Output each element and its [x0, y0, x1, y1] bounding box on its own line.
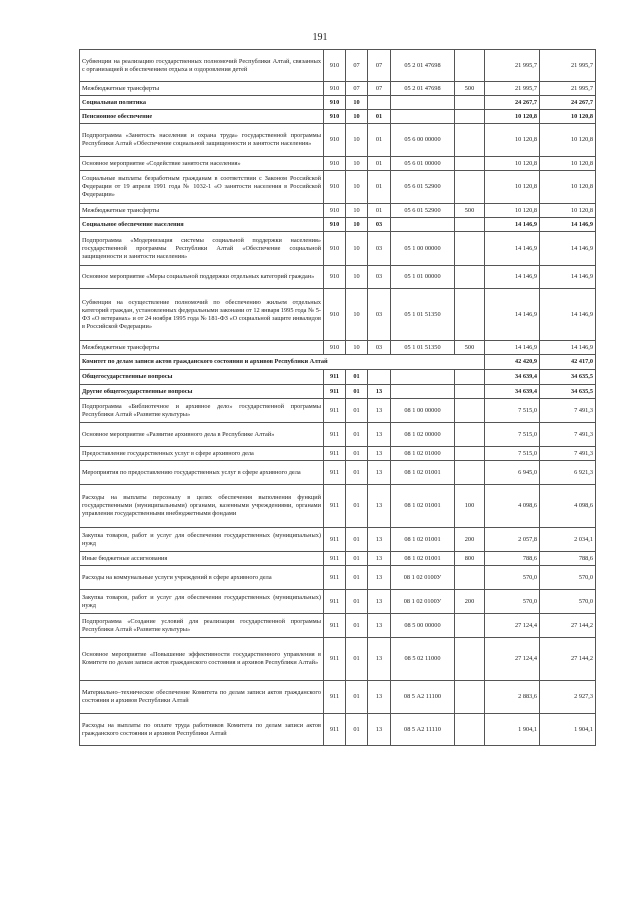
- section-code-cell: 10: [346, 124, 368, 157]
- row-name-cell: Общегосударственные вопросы: [80, 370, 324, 385]
- target-article-cell: 08 5 А2 11100: [391, 681, 455, 714]
- subsection-code-cell: [368, 370, 391, 385]
- amount-year2-cell: 34 635,5: [540, 385, 596, 399]
- amount-year2-cell: 27 144,2: [540, 614, 596, 638]
- target-article-cell: 05 6 01 52900: [391, 204, 455, 218]
- section-code-cell: 01: [346, 447, 368, 461]
- expense-type-cell: 800: [455, 552, 485, 566]
- subsection-code-cell: 13: [368, 485, 391, 528]
- table-row: [80, 266, 596, 289]
- ved-code-cell: 911: [324, 681, 346, 714]
- amount-year1-cell: 21 995,7: [485, 50, 540, 82]
- amount-year1-cell: 10 120,8: [485, 110, 540, 124]
- amount-year1-cell: 10 120,8: [485, 157, 540, 171]
- subsection-code-cell: 13: [368, 714, 391, 746]
- table-row: [80, 485, 596, 528]
- ved-code-cell: 910: [324, 82, 346, 96]
- amount-year1-cell: 14 146,9: [485, 341, 540, 355]
- amount-year1-cell: 2 883,6: [485, 681, 540, 714]
- ved-code-cell: 911: [324, 370, 346, 385]
- budget-table: [79, 49, 596, 746]
- row-name-cell: Предоставление государственных услуг в сфере архивного дела: [80, 447, 324, 461]
- ved-code-cell: 911: [324, 552, 346, 566]
- ved-code-cell: 910: [324, 204, 346, 218]
- amount-year2-cell: 14 146,9: [540, 218, 596, 232]
- row-name-cell: Межбюджетные трансферты: [80, 341, 324, 355]
- subsection-code-cell: 13: [368, 385, 391, 399]
- ved-code-cell: 910: [324, 124, 346, 157]
- row-name-cell: Закупка товаров, работ и услуг для обеспечения государственных (муниципальных) нужд: [80, 528, 324, 552]
- expense-type-cell: [455, 461, 485, 485]
- amount-year2-cell: 21 995,7: [540, 50, 596, 82]
- table-row: [80, 218, 596, 232]
- table-row: [80, 528, 596, 552]
- amount-year1-cell: 7 515,0: [485, 447, 540, 461]
- amount-year2-cell: 4 098,6: [540, 485, 596, 528]
- table-row: [80, 681, 596, 714]
- subsection-code-cell: 13: [368, 638, 391, 681]
- subsection-code-cell: 01: [368, 204, 391, 218]
- amount-year1-cell: 10 120,8: [485, 124, 540, 157]
- expense-type-cell: [455, 714, 485, 746]
- subsection-code-cell: 13: [368, 681, 391, 714]
- target-article-cell: 05 1 01 51350: [391, 341, 455, 355]
- target-article-cell: 08 5 02 11000: [391, 638, 455, 681]
- amount-year2-cell: 570,0: [540, 590, 596, 614]
- subsection-code-cell: 03: [368, 289, 391, 341]
- subsection-code-cell: 01: [368, 157, 391, 171]
- expense-type-cell: [455, 124, 485, 157]
- table-row: [80, 566, 596, 590]
- amount-year2-cell: 10 120,8: [540, 110, 596, 124]
- amount-year1-cell: 42 420,9: [485, 355, 540, 370]
- target-article-cell: [391, 96, 455, 110]
- expense-type-cell: [455, 447, 485, 461]
- row-name-cell: Расходы на выплаты по оплате труда работников Комитета по делам записи актов гражданского состояния и архивов Республики Алтай: [80, 714, 324, 746]
- table-row: [80, 552, 596, 566]
- amount-year2-cell: 14 146,9: [540, 266, 596, 289]
- row-name-cell: Расходы на коммунальные услуги учреждений в сфере архивного дела: [80, 566, 324, 590]
- subsection-code-cell: 03: [368, 218, 391, 232]
- subsection-code-cell: 03: [368, 341, 391, 355]
- expense-type-cell: 200: [455, 590, 485, 614]
- target-article-cell: [391, 385, 455, 399]
- section-code-cell: 01: [346, 399, 368, 423]
- amount-year1-cell: 14 146,9: [485, 218, 540, 232]
- section-code-cell: 07: [346, 82, 368, 96]
- subsection-code-cell: 01: [368, 124, 391, 157]
- amount-year2-cell: 14 146,9: [540, 341, 596, 355]
- row-name-cell: Расходы на выплаты персоналу в целях обеспечения выполнения функций государственными (муниципальными) органами, казенными учреждениями, органами управления государственными внебюджетными фондами: [80, 485, 324, 528]
- expense-type-cell: [455, 566, 485, 590]
- expense-type-cell: [455, 385, 485, 399]
- section-code-cell: 01: [346, 485, 368, 528]
- target-article-cell: 08 5 А2 11110: [391, 714, 455, 746]
- table-row: [80, 341, 596, 355]
- amount-year1-cell: 7 515,0: [485, 423, 540, 447]
- amount-year2-cell: 10 120,8: [540, 124, 596, 157]
- ved-code-cell: 911: [324, 399, 346, 423]
- expense-type-cell: [455, 681, 485, 714]
- amount-year1-cell: 1 904,1: [485, 714, 540, 746]
- table-row: [80, 110, 596, 124]
- amount-year1-cell: 24 267,7: [485, 96, 540, 110]
- expense-type-cell: [455, 289, 485, 341]
- target-article-cell: 08 1 02 01001: [391, 528, 455, 552]
- row-name-cell: Другие общегосударственные вопросы: [80, 385, 324, 399]
- subsection-code-cell: 13: [368, 461, 391, 485]
- target-article-cell: 08 1 00 00000: [391, 399, 455, 423]
- subsection-code-cell: 03: [368, 266, 391, 289]
- section-code-cell: 10: [346, 204, 368, 218]
- subsection-code-cell: 13: [368, 566, 391, 590]
- ved-code-cell: 911: [324, 447, 346, 461]
- expense-type-cell: [455, 110, 485, 124]
- amount-year2-cell: 24 267,7: [540, 96, 596, 110]
- ved-code-cell: 911: [324, 614, 346, 638]
- row-name-cell: Социальная политика: [80, 96, 324, 110]
- table-row: [80, 614, 596, 638]
- table-row: [80, 399, 596, 423]
- subsection-code-cell: 13: [368, 423, 391, 447]
- section-code-cell: 10: [346, 96, 368, 110]
- amount-year1-cell: 10 120,8: [485, 171, 540, 204]
- amount-year2-cell: 14 146,9: [540, 289, 596, 341]
- expense-type-cell: [455, 399, 485, 423]
- target-article-cell: [391, 110, 455, 124]
- amount-year1-cell: 34 639,4: [485, 385, 540, 399]
- amount-year1-cell: 2 057,8: [485, 528, 540, 552]
- table-row: [80, 289, 596, 341]
- amount-year2-cell: 6 921,3: [540, 461, 596, 485]
- section-code-cell: 01: [346, 423, 368, 447]
- amount-year1-cell: 7 515,0: [485, 399, 540, 423]
- amount-year2-cell: 10 120,8: [540, 171, 596, 204]
- amount-year1-cell: 570,0: [485, 566, 540, 590]
- section-code-cell: 01: [346, 714, 368, 746]
- amount-year1-cell: 34 639,4: [485, 370, 540, 385]
- table-row: [80, 82, 596, 96]
- section-code-cell: 01: [346, 552, 368, 566]
- amount-year2-cell: 570,0: [540, 566, 596, 590]
- amount-year2-cell: 7 491,3: [540, 447, 596, 461]
- amount-year1-cell: 788,6: [485, 552, 540, 566]
- subsection-code-cell: 03: [368, 232, 391, 266]
- table-row: [80, 370, 596, 385]
- amount-year1-cell: 570,0: [485, 590, 540, 614]
- row-name-cell: Пенсионное обеспечение: [80, 110, 324, 124]
- table-row: [80, 714, 596, 746]
- amount-year1-cell: 6 945,0: [485, 461, 540, 485]
- target-article-cell: 08 1 02 0100У: [391, 566, 455, 590]
- section-code-cell: 10: [346, 157, 368, 171]
- amount-year2-cell: 7 491,3: [540, 423, 596, 447]
- table-row: [80, 204, 596, 218]
- table-row: [80, 423, 596, 447]
- section-code-cell: 01: [346, 528, 368, 552]
- row-name-cell: Иные бюджетные ассигнования: [80, 552, 324, 566]
- amount-year2-cell: 788,6: [540, 552, 596, 566]
- expense-type-cell: 100: [455, 485, 485, 528]
- amount-year1-cell: 14 146,9: [485, 232, 540, 266]
- subsection-code-cell: 07: [368, 82, 391, 96]
- amount-year2-cell: 2 034,1: [540, 528, 596, 552]
- section-code-cell: 10: [346, 171, 368, 204]
- target-article-cell: [391, 370, 455, 385]
- ved-code-cell: 910: [324, 232, 346, 266]
- row-name-cell: Подпрограмма «Занятость населения и охрана труда» государственной программы Республики Алтай «Обеспечение социальной защищенности и занятости населения»: [80, 124, 324, 157]
- amount-year2-cell: 7 491,3: [540, 399, 596, 423]
- row-name-cell: Подпрограмма «Создание условий для реализации государственной программы Республики Алтай «Развитие культуры»: [80, 614, 324, 638]
- section-code-cell: 01: [346, 461, 368, 485]
- subsection-code-cell: 01: [368, 171, 391, 204]
- ved-code-cell: 911: [324, 385, 346, 399]
- expense-type-cell: 500: [455, 82, 485, 96]
- table-row: [80, 590, 596, 614]
- expense-type-cell: [455, 171, 485, 204]
- amount-year2-cell: 1 904,1: [540, 714, 596, 746]
- target-article-cell: 05 6 01 52900: [391, 171, 455, 204]
- target-article-cell: 08 1 02 0100У: [391, 590, 455, 614]
- section-code-cell: 01: [346, 370, 368, 385]
- amount-year1-cell: 14 146,9: [485, 289, 540, 341]
- subsection-code-cell: [368, 96, 391, 110]
- expense-type-cell: [455, 266, 485, 289]
- amount-year1-cell: 27 124,4: [485, 638, 540, 681]
- target-article-cell: 08 1 02 01001: [391, 552, 455, 566]
- expense-type-cell: [455, 423, 485, 447]
- section-code-cell: 10: [346, 110, 368, 124]
- table-row: [80, 638, 596, 681]
- target-article-cell: 08 1 02 01000: [391, 447, 455, 461]
- section-code-cell: 10: [346, 218, 368, 232]
- expense-type-cell: [455, 50, 485, 82]
- expense-type-cell: 500: [455, 204, 485, 218]
- table-row: [80, 124, 596, 157]
- target-article-cell: 05 2 01 47698: [391, 50, 455, 82]
- subsection-code-cell: 13: [368, 447, 391, 461]
- amount-year2-cell: 2 927,3: [540, 681, 596, 714]
- amount-year1-cell: 4 098,6: [485, 485, 540, 528]
- section-code-cell: 10: [346, 232, 368, 266]
- page-number: 191: [312, 32, 328, 43]
- expense-type-cell: [455, 232, 485, 266]
- row-name-cell: Основное мероприятие «Содействие занятости населения»: [80, 157, 324, 171]
- section-code-cell: 01: [346, 566, 368, 590]
- ved-code-cell: 911: [324, 590, 346, 614]
- amount-year2-cell: 21 995,7: [540, 82, 596, 96]
- amount-year1-cell: 10 120,8: [485, 204, 540, 218]
- subsection-code-cell: 13: [368, 399, 391, 423]
- amount-year2-cell: 10 120,8: [540, 204, 596, 218]
- ved-code-cell: 911: [324, 461, 346, 485]
- ved-code-cell: 911: [324, 485, 346, 528]
- row-name-cell: Подпрограмма «Модернизация системы социальной поддержки населения» государственной программы Республики Алтай «Обеспечение социальной защищенности и занятости населения»: [80, 232, 324, 266]
- subsection-code-cell: 13: [368, 528, 391, 552]
- row-name-cell: Субвенция на осуществление полномочий по обеспечению жильем отдельных категорий граждан, установленных федеральными законами от 12 января 1995 года № 5-ФЗ «О ветеранах» и от 24 ноября 1995 года № 181-ФЗ «О социальной защите инвалидов в Российской Федерации»: [80, 289, 324, 341]
- amount-year1-cell: 27 124,4: [485, 614, 540, 638]
- target-article-cell: 05 1 01 51350: [391, 289, 455, 341]
- expense-type-cell: [455, 638, 485, 681]
- table-row: [80, 461, 596, 485]
- expense-type-cell: [455, 370, 485, 385]
- row-name-cell: Основное мероприятие «Развитие архивного дела в Республике Алтай»: [80, 423, 324, 447]
- target-article-cell: 08 1 02 01001: [391, 485, 455, 528]
- expense-type-cell: [455, 218, 485, 232]
- target-article-cell: 05 1 00 00000: [391, 232, 455, 266]
- amount-year1-cell: 14 146,9: [485, 266, 540, 289]
- subsection-code-cell: 13: [368, 614, 391, 638]
- subsection-code-cell: 13: [368, 552, 391, 566]
- target-article-cell: 05 1 01 00000: [391, 266, 455, 289]
- table-row: [80, 447, 596, 461]
- row-name-cell: Основное мероприятие «Повышение эффективности государственного управления в Комитете по делам записи актов гражданского состояния и архивов Республики Алтай»: [80, 638, 324, 681]
- row-name-cell: Подпрограмма «Библиотечное и архивное дело» государственной программы Республики Алтай «Развитие культуры»: [80, 399, 324, 423]
- target-article-cell: 08 5 00 00000: [391, 614, 455, 638]
- table-row: [80, 355, 596, 370]
- amount-year2-cell: 10 120,8: [540, 157, 596, 171]
- table-row: [80, 171, 596, 204]
- row-name-cell: Субвенции на реализацию государственных полномочий Республики Алтай, связанных с организацией и обеспечением отдыха и оздоровления детей: [80, 50, 324, 82]
- target-article-cell: 05 2 01 47698: [391, 82, 455, 96]
- target-article-cell: 05 6 00 00000: [391, 124, 455, 157]
- subsection-code-cell: 13: [368, 590, 391, 614]
- table-row: [80, 385, 596, 399]
- section-code-cell: 07: [346, 50, 368, 82]
- target-article-cell: 05 6 01 00000: [391, 157, 455, 171]
- target-article-cell: [391, 218, 455, 232]
- subsection-code-cell: 07: [368, 50, 391, 82]
- subsection-code-cell: 01: [368, 110, 391, 124]
- table-row: [80, 232, 596, 266]
- row-name-cell: Социальное обеспечение населения: [80, 218, 324, 232]
- row-name-cell: Основное мероприятие «Меры социальной поддержки отдельных категорий граждан»: [80, 266, 324, 289]
- ved-code-cell: 911: [324, 566, 346, 590]
- expense-type-cell: [455, 157, 485, 171]
- row-name-cell: Социальные выплаты безработным гражданам в соответствии с Законом Российской Федерации от 19 апреля 1991 года № 1032-1 «О занятости населения в Российской Федерации»: [80, 171, 324, 204]
- amount-year2-cell: 27 144,2: [540, 638, 596, 681]
- amount-year2-cell: 14 146,9: [540, 232, 596, 266]
- expense-type-cell: [455, 96, 485, 110]
- section-code-cell: 01: [346, 614, 368, 638]
- target-article-cell: 08 1 02 00000: [391, 423, 455, 447]
- row-name-cell: Межбюджетные трансферты: [80, 82, 324, 96]
- table-row: [80, 96, 596, 110]
- table-row: [80, 50, 596, 82]
- ved-code-cell: 910: [324, 266, 346, 289]
- section-code-cell: 01: [346, 590, 368, 614]
- table-row: [80, 157, 596, 171]
- section-code-cell: 01: [346, 385, 368, 399]
- ved-code-cell: 910: [324, 218, 346, 232]
- ved-code-cell: 911: [324, 638, 346, 681]
- amount-year2-cell: 42 417,0: [540, 355, 596, 370]
- amount-year2-cell: 34 635,5: [540, 370, 596, 385]
- ved-code-cell: 910: [324, 171, 346, 204]
- row-name-cell: Комитет по делам записи актов гражданского состояния и архивов Республики Алтай: [80, 355, 485, 370]
- row-name-cell: Закупка товаров, работ и услуг для обеспечения государственных (муниципальных) нужд: [80, 590, 324, 614]
- ved-code-cell: 910: [324, 157, 346, 171]
- ved-code-cell: 911: [324, 528, 346, 552]
- ved-code-cell: 911: [324, 423, 346, 447]
- ved-code-cell: 910: [324, 289, 346, 341]
- section-code-cell: 01: [346, 638, 368, 681]
- ved-code-cell: 910: [324, 110, 346, 124]
- amount-year1-cell: 21 995,7: [485, 82, 540, 96]
- row-name-cell: Мероприятия по предоставлению государственных услуг в сфере архивного дела: [80, 461, 324, 485]
- expense-type-cell: 200: [455, 528, 485, 552]
- ved-code-cell: 910: [324, 50, 346, 82]
- expense-type-cell: 500: [455, 341, 485, 355]
- row-name-cell: Межбюджетные трансферты: [80, 204, 324, 218]
- row-name-cell: Материально–техническое обеспечение Комитета по делам записи актов гражданского состояния и архивов Республики Алтай: [80, 681, 324, 714]
- ved-code-cell: 911: [324, 714, 346, 746]
- section-code-cell: 10: [346, 341, 368, 355]
- expense-type-cell: [455, 614, 485, 638]
- section-code-cell: 01: [346, 681, 368, 714]
- section-code-cell: 10: [346, 266, 368, 289]
- ved-code-cell: 910: [324, 96, 346, 110]
- section-code-cell: 10: [346, 289, 368, 341]
- ved-code-cell: 910: [324, 341, 346, 355]
- target-article-cell: 08 1 02 01001: [391, 461, 455, 485]
